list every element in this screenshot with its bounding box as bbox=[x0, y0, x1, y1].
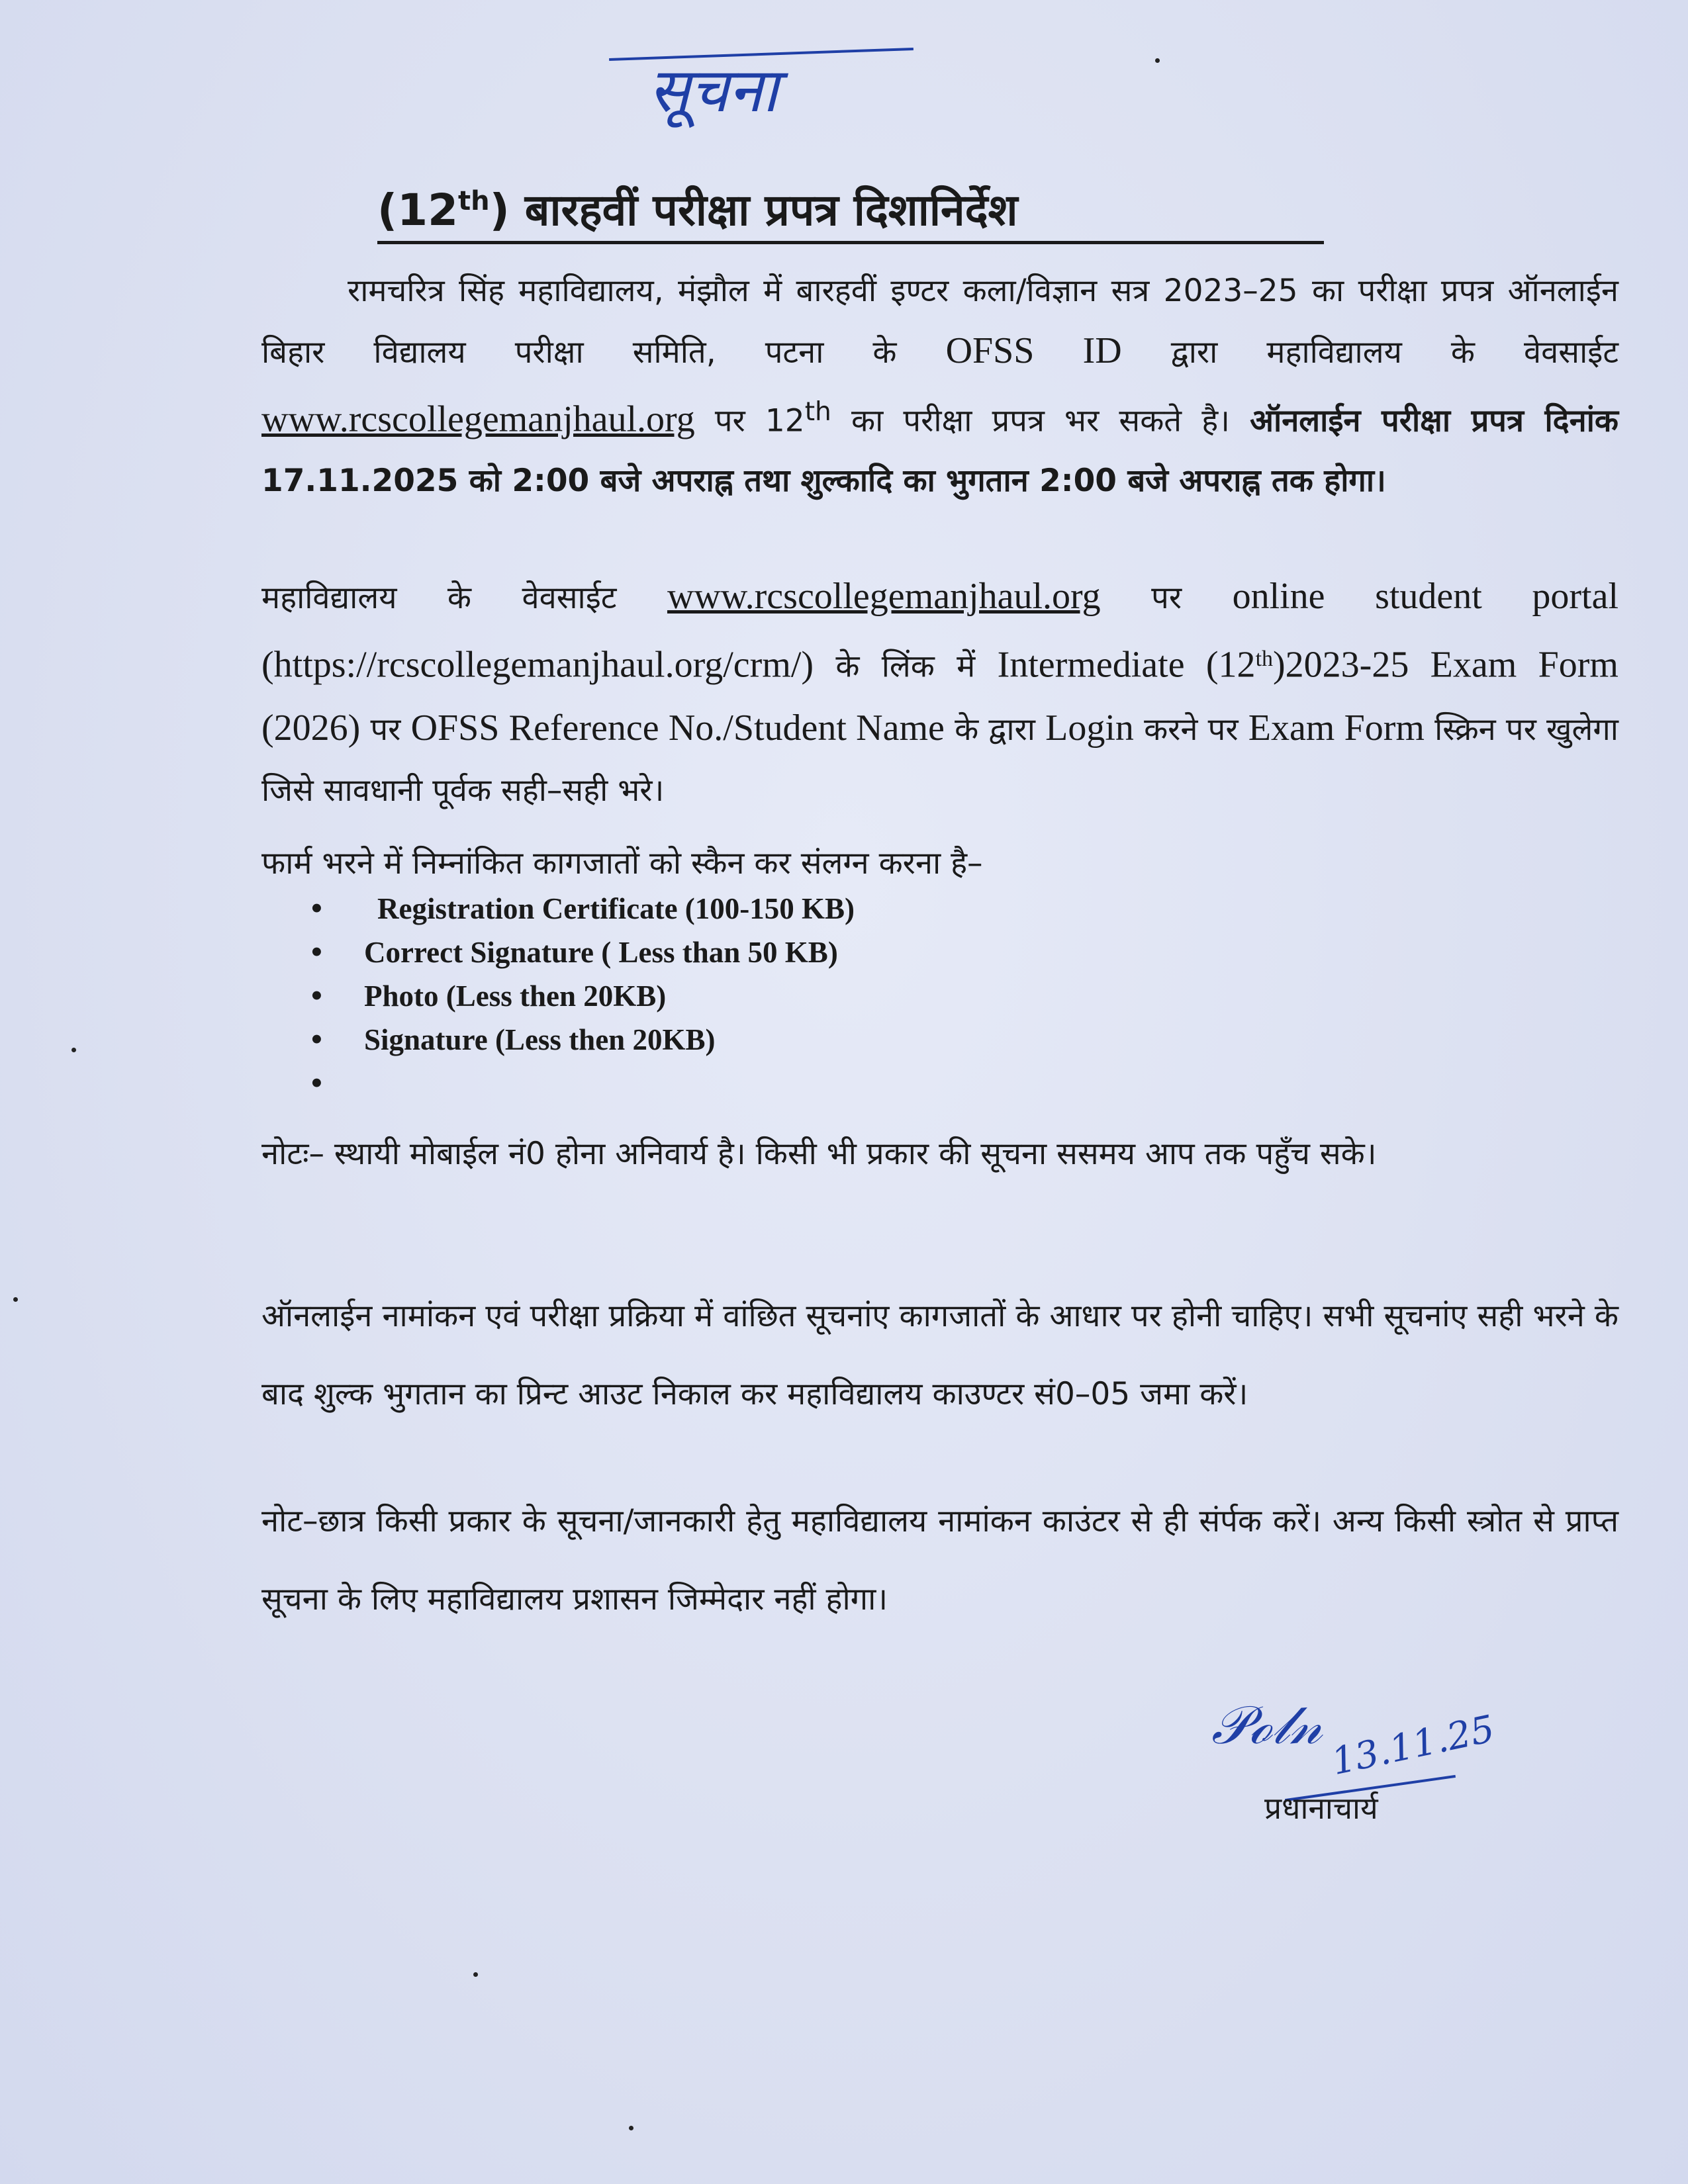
scan-speck bbox=[13, 1297, 18, 1302]
list-item: • Registration Certificate (100-150 KB) bbox=[311, 887, 855, 931]
list-item: • Photo (Less then 20KB) bbox=[311, 974, 855, 1018]
deadline-text: ऑनलाईन परीक्षा प्रपत्र दिनांक 17.11.2025 को 2:00 बजे अपराह्न तथा शुल्कादि का भुगतान 2:00 बजे अपराह्न तक होगा। bbox=[261, 402, 1618, 499]
website-link[interactable]: www.rcscollegemanjhaul.org bbox=[261, 398, 695, 440]
website-link-2[interactable]: www.rcscollegemanjhaul.org bbox=[667, 576, 1101, 617]
principal-signature: 𝒫ℴ𝓁𝓃 bbox=[1211, 1694, 1323, 1756]
paragraph-portal-instructions: महाविद्यालय के वेवसाईट www.rcscollegemanjhaul.org पर online student portal (https://rcscollegemanjhaul.org/crm/) के लिंक में Intermediate (12th)2023-25 Exam Form (2026) पर OFSS Reference No./Student Name के द्वारा Login करने पर Exam Form स्क्रिन पर खुलेगा जिसे सावधानी पूर्वक सही–सही भरे। bbox=[261, 576, 1619, 809]
scan-speck bbox=[1155, 58, 1160, 63]
note-contact: नोट–छात्र किसी प्रकार के सूचना/जानकारी हेतु महाविद्यालय नामांकन काउंटर से ही संर्पक करें। अन्य किसी स्त्रोत से प्राप्त सूचना के लिए महाविद्यालय प्रशासन जिम्मेदार नहीं होगा। bbox=[261, 1503, 1618, 1617]
scan-speck bbox=[71, 1048, 76, 1052]
paragraph-exam-form-info: रामचरित्र सिंह महाविद्यालय, मंझौल में बारहवीं इण्टर कला/विज्ञान सत्र 2023–25 का परीक्षा प्रपत्र ऑनलाईन बिहार विद्यालय परीक्षा समिति, पटना के OFSS ID द्वारा महाविद्यालय के वेवसाईट www.rcscollegemanjhaul.org पर 12th का परीक्षा प्रपत्र भर सकते है। ऑनलाईन परीक्षा प्रपत्र दिनांक 17.11.2025 को 2:00 बजे अपराह्न तथा शुल्कादि का भुगतान 2:00 बजे अपराह्न तक होगा। bbox=[261, 273, 1619, 499]
portal-link[interactable]: online student portal (https://rcscollegemanjhaul.org/crm/) bbox=[261, 576, 1619, 686]
notice-handwritten-title: सूचना bbox=[649, 55, 778, 126]
documents-intro: फार्म भरने में निम्नांकित कागजातों को स्कैन कर संलग्न करना है– bbox=[261, 845, 983, 882]
note-mobile: नोटः– स्थायी मोबाईल नं0 होना अनिवार्य है। किसी भी प्रकार की सूचना ससमय आप तक पहुँच सके। bbox=[261, 1136, 1377, 1172]
list-item: • Correct Signature ( Less than 50 KB) bbox=[311, 931, 855, 974]
signatory-title: प्रधानाचार्य bbox=[1264, 1790, 1378, 1826]
scan-speck bbox=[473, 1972, 478, 1977]
page-heading: (12th) बारहवीं परीक्षा प्रपत्र दिशानिर्देश bbox=[377, 179, 1324, 244]
scan-speck bbox=[629, 2126, 633, 2130]
list-item: • Signature (Less then 20KB) bbox=[311, 1018, 855, 1062]
documents-list bbox=[311, 887, 855, 1105]
signature-date: 13.11.25 bbox=[1327, 1707, 1499, 1784]
list-item bbox=[311, 1062, 855, 1105]
paragraph-fee-payment: ऑनलाईन नामांकन एवं परीक्षा प्रक्रिया में वांछित सूचनांए कागजातों के आधार पर होनी चाहिए। सभी सूचनांए सही भरने के बाद शुल्क भुगतान का प्रिन्ट आउट निकाल कर महाविद्यालय काउण्टर सं0–05 जमा करें। bbox=[261, 1298, 1618, 1412]
